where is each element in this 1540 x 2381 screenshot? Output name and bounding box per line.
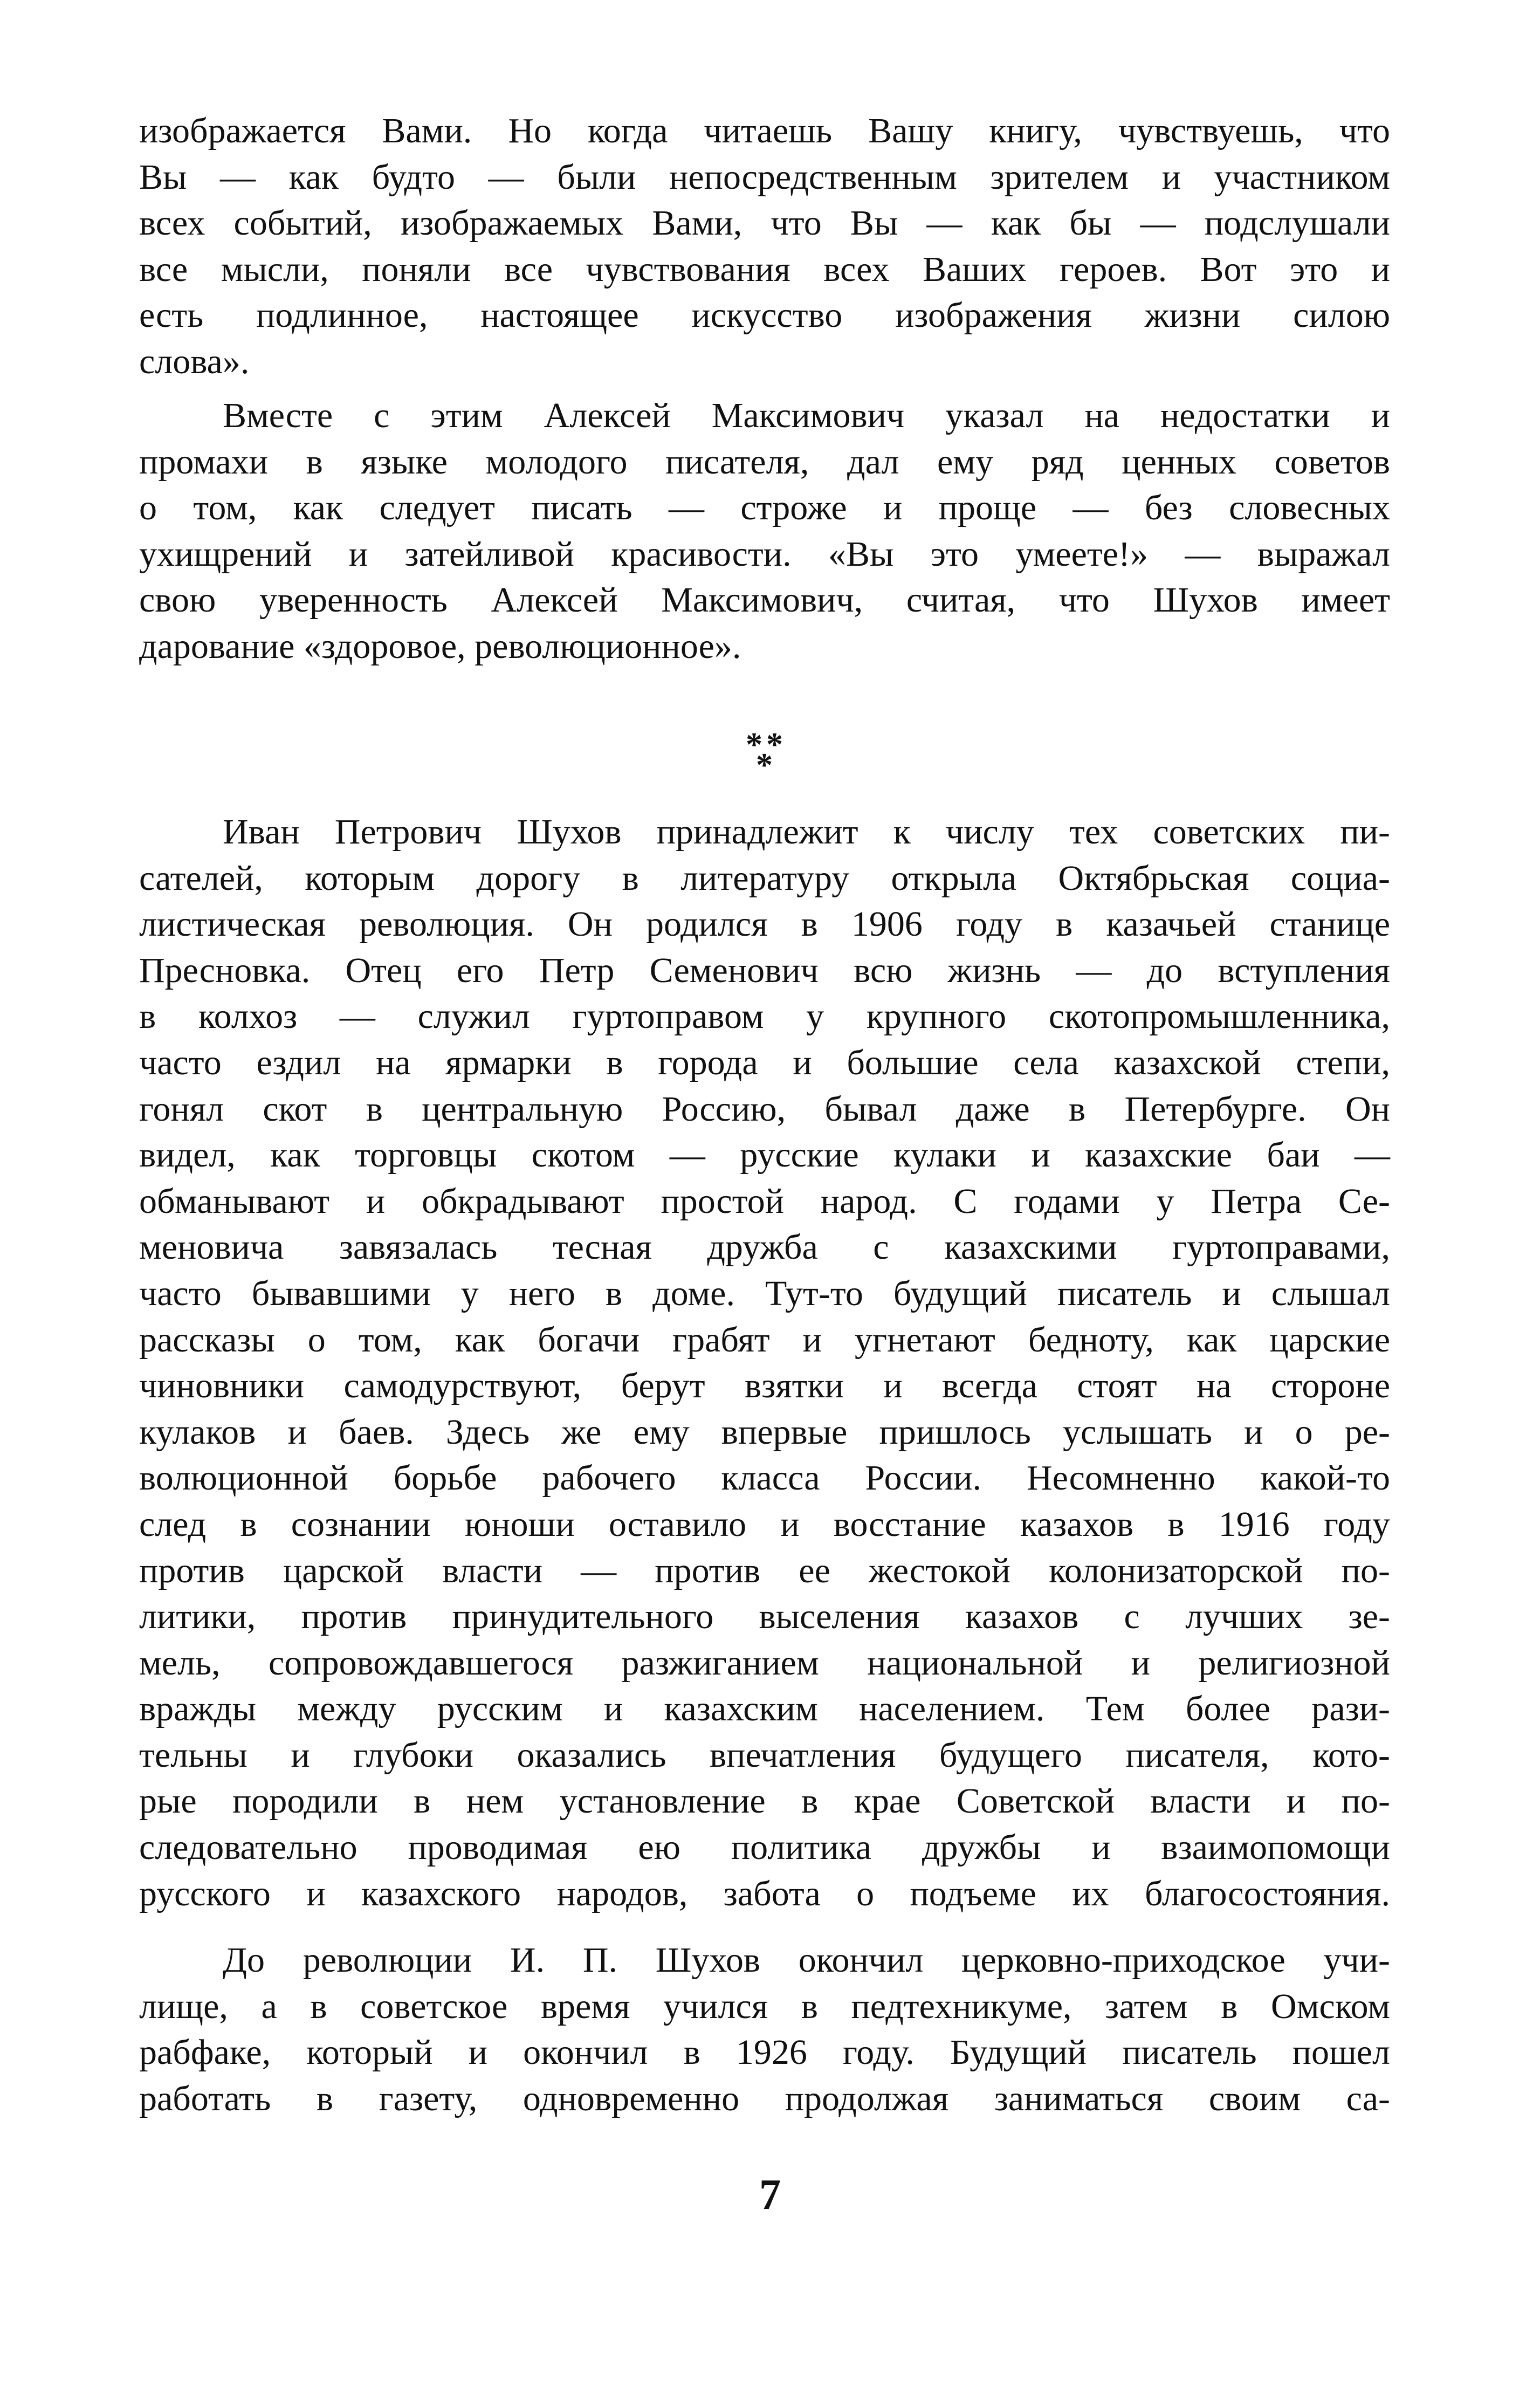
text-line: всех событий, изображаемых Вами, что Вы — как бы — подслушали bbox=[139, 203, 1390, 243]
text-line: след в сознании юноши оставило и восстание казахов в 1916 году bbox=[139, 1504, 1390, 1544]
text-line: лище, а в советское время учился в педтехникуме, затем в Омском bbox=[139, 1986, 1390, 2026]
paragraph-3 bbox=[139, 809, 1390, 1917]
text-line: обманывают и обкрадывают простой народ. С годами у Петра Се- bbox=[139, 1181, 1390, 1221]
asterism-star: * bbox=[746, 726, 762, 763]
text-line: рассказы о том, как богачи грабят и угнетают бедноту, как царские bbox=[139, 1320, 1390, 1360]
text-line: работать в газету, одновременно продолжая заниматься своим са- bbox=[139, 2078, 1390, 2118]
text-line: литики, против принудительного выселения казахов с лучших зе- bbox=[139, 1597, 1390, 1637]
text-line: листическая революция. Он родился в 1906 году в казачьей станице bbox=[139, 904, 1390, 944]
text-line: сателей, которым дорогу в литературу открыла Октябрьская социа- bbox=[139, 858, 1390, 898]
text-line: часто ездил на ярмарки в города и большие села казахской степи, bbox=[139, 1042, 1390, 1082]
text-line: рые породили в нем установление в крае Советской власти и по- bbox=[139, 1781, 1390, 1821]
paragraph-2 bbox=[139, 393, 1390, 670]
text-line: вражды между русским и казахским населением. Тем более рази- bbox=[139, 1689, 1390, 1729]
text-line: чиновники самодурствуют, берут взятки и всегда стоят на стороне bbox=[139, 1366, 1390, 1406]
asterism bbox=[740, 728, 789, 787]
text-line: волюционной борьбе рабочего класса России. Несомненно какой-то bbox=[139, 1458, 1390, 1498]
text-line: ухищрений и затейливой красивости. «Вы это умеете!» — выражал bbox=[139, 534, 1390, 574]
page-number: 7 bbox=[759, 2171, 781, 2219]
text-line: против царской власти — против ее жестокой колонизаторской по- bbox=[139, 1550, 1390, 1590]
text-line: все мысли, поняли все чувствования всех Ваших героев. Вот это и bbox=[139, 249, 1390, 289]
paragraph-4 bbox=[139, 1937, 1390, 2122]
text-line: рабфаке, который и окончил в 1926 году. Будущий писатель пошел bbox=[139, 2033, 1390, 2073]
text-line: русского и казахского народов, забота о подъеме их благосостояния. bbox=[139, 1874, 1390, 1913]
text-line: есть подлинное, настоящее искусство изображения жизни силою bbox=[139, 296, 1390, 335]
text-line: До революции И. П. Шухов окончил церковно-приходское учи- bbox=[223, 1940, 1390, 1980]
text-line: изображается Вами. Но когда читаешь Вашу книгу, чувствуешь, что bbox=[139, 111, 1390, 150]
text-line: Вместе с этим Алексей Максимович указал на недостатки и bbox=[223, 396, 1390, 435]
text-line: Иван Петрович Шухов принадлежит к числу тех советских пи- bbox=[223, 812, 1390, 852]
text-line: видел, как торговцы скотом — русские кулаки и казахские баи — bbox=[139, 1135, 1390, 1175]
text-line: промахи в языке молодого писателя, дал ему ряд ценных советов bbox=[139, 442, 1390, 482]
text-line: гонял скот в центральную Россию, бывал даже в Петербурге. Он bbox=[139, 1089, 1390, 1129]
asterism-star: * bbox=[756, 747, 773, 784]
text-line: дарование «здоровое, революционное». bbox=[139, 626, 741, 666]
text-line: следовательно проводимая ею политика дружбы и взаимопомощи bbox=[139, 1828, 1390, 1868]
text-line: тельны и глубоки оказались впечатления будущего писателя, кото- bbox=[139, 1735, 1390, 1775]
text-line: слова». bbox=[139, 341, 250, 381]
text-line: свою уверенность Алексей Максимович, считая, что Шухов имеет bbox=[139, 580, 1390, 620]
section-divider bbox=[139, 728, 1390, 790]
text-line: Вы — как будто — были непосредственным зрителем и участником bbox=[139, 157, 1390, 197]
text-line: мель, сопровождавшегося разжиганием национальной и религиозной bbox=[139, 1643, 1390, 1683]
text-line: часто бывавшими у него в доме. Тут-то будущий писатель и слышал bbox=[139, 1273, 1390, 1313]
asterism-star: * bbox=[766, 726, 783, 763]
text-line: о том, как следует писать — строже и проще — без словесных bbox=[139, 488, 1390, 528]
text-line: Пресновка. Отец его Петр Семенович всю жизнь — до вступления bbox=[139, 950, 1390, 990]
text-line: в колхоз — служил гуртоправом у крупного скотопромышленника, bbox=[139, 997, 1390, 1037]
text-line: кулаков и баев. Здесь же ему впервые пришлось услышать и о ре- bbox=[139, 1412, 1390, 1452]
text-line: меновича завязалась тесная дружба с казахскими гуртоправами, bbox=[139, 1227, 1390, 1267]
paragraph-1 bbox=[139, 108, 1390, 385]
